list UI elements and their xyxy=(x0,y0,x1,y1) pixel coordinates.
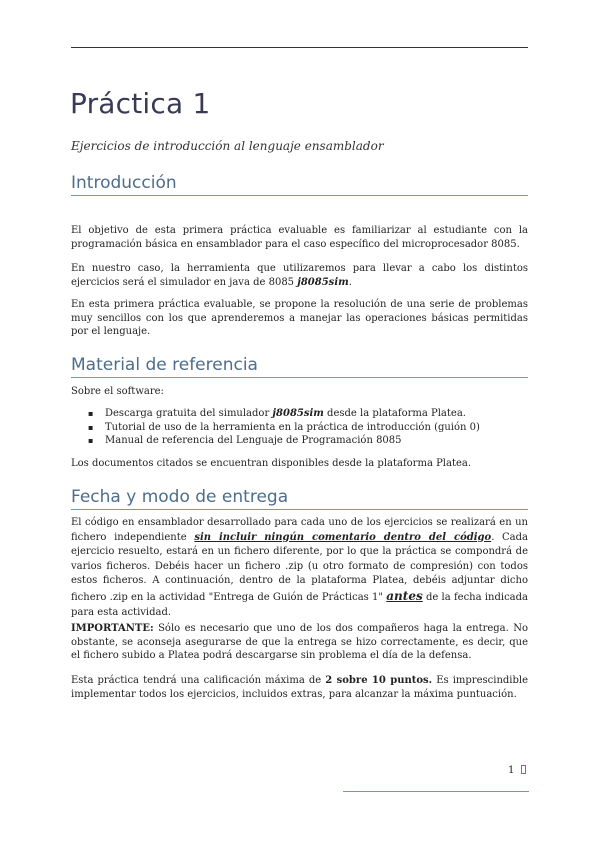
entrega-paragraph-1: El código en ensamblador desarrollado para cada uno de los ejercicios se realizará en un fichero independiente sin incluir ningún comentario dentro del código. Cada ejercicio resuelto, estará en un fichero diferente, por lo que la práctica se compondrá de varios ficheros. Debéis hacer un fichero .zip (u otro formato de compresión) con todos estos ficheros. A continuación, dentro de la plataforma Platea, debéis adjuntar dicho fichero .zip en la actividad "Entrega de Guión de Prácticas 1" antes de la fecha indicada para esta actividad. xyxy=(71,517,528,618)
material-list xyxy=(71,407,511,448)
entrega-paragraph-2: IMPORTANTE: Sólo es necesario que uno de los dos compañeros haga la entrega. No obstante, se aconseja asegurarse de que la entrega se hizo correctamente, es decir, que el fichero subido a Platea podrá descargarse sin problema el día de la defensa. xyxy=(71,623,528,661)
no-comments-note: sin incluir ningún comentario dentro del código xyxy=(194,531,492,543)
antes-emphasis: antes xyxy=(386,588,423,603)
intro-paragraph-3: En esta primera práctica evaluable, se propone la resolución de una serie de problemas muy sencillos con los que aprenderemos a manejar las operaciones básicas permitidas por el lenguaje. xyxy=(71,299,528,337)
list-item: ▪ Descarga gratuita del simulador j8085sim desde la plataforma Platea. xyxy=(71,407,511,421)
top-rule xyxy=(71,47,528,48)
section-heading-introduccion: Introducción xyxy=(71,173,528,196)
list-item: ▪ Tutorial de uso de la herramienta en la práctica de introducción (guión 0) xyxy=(71,421,511,435)
page-title: Práctica 1 xyxy=(70,87,211,120)
entrega-paragraph-3: Esta práctica tendrá una calificación máxima de 2 sobre 10 puntos. Es imprescindible implementar todos los ejercicios, incluidos extras, para alcanzar la máxima puntuación. xyxy=(71,675,528,700)
material-outro: Los documentos citados se encuentran disponibles desde la plataforma Platea. xyxy=(71,458,472,469)
material-intro: Sobre el software: xyxy=(71,386,164,397)
intro-paragraph-1: El objetivo de esta primera práctica evaluable es familiarizar al estudiante con la programación básica en ensamblador para el caso específico del microprocesador 8085. xyxy=(71,225,528,250)
footer-rule xyxy=(343,791,529,792)
section-heading-entrega: Fecha y modo de entrega xyxy=(71,487,528,510)
section-heading-material: Material de referencia xyxy=(71,355,528,378)
important-label: IMPORTANTE: xyxy=(71,623,154,634)
page-number: 1 xyxy=(508,765,515,776)
intro-paragraph-2: En nuestro caso, la herramienta que utilizaremos para llevar a cabo los distintos ejercicios será el simulador en java de 8085 j8085sim. xyxy=(71,263,528,288)
list-item: ▪ Manual de referencia del Lenguaje de Programación 8085 xyxy=(71,434,511,448)
page-subtitle: Ejercicios de introducción al lenguaje ensamblador xyxy=(71,139,384,153)
simulator-name: j8085sim xyxy=(297,276,349,288)
simulator-name: j8085sim xyxy=(272,408,324,419)
max-score: 2 sobre 10 puntos. xyxy=(325,675,433,686)
placeholder-glyph-icon xyxy=(521,765,526,774)
